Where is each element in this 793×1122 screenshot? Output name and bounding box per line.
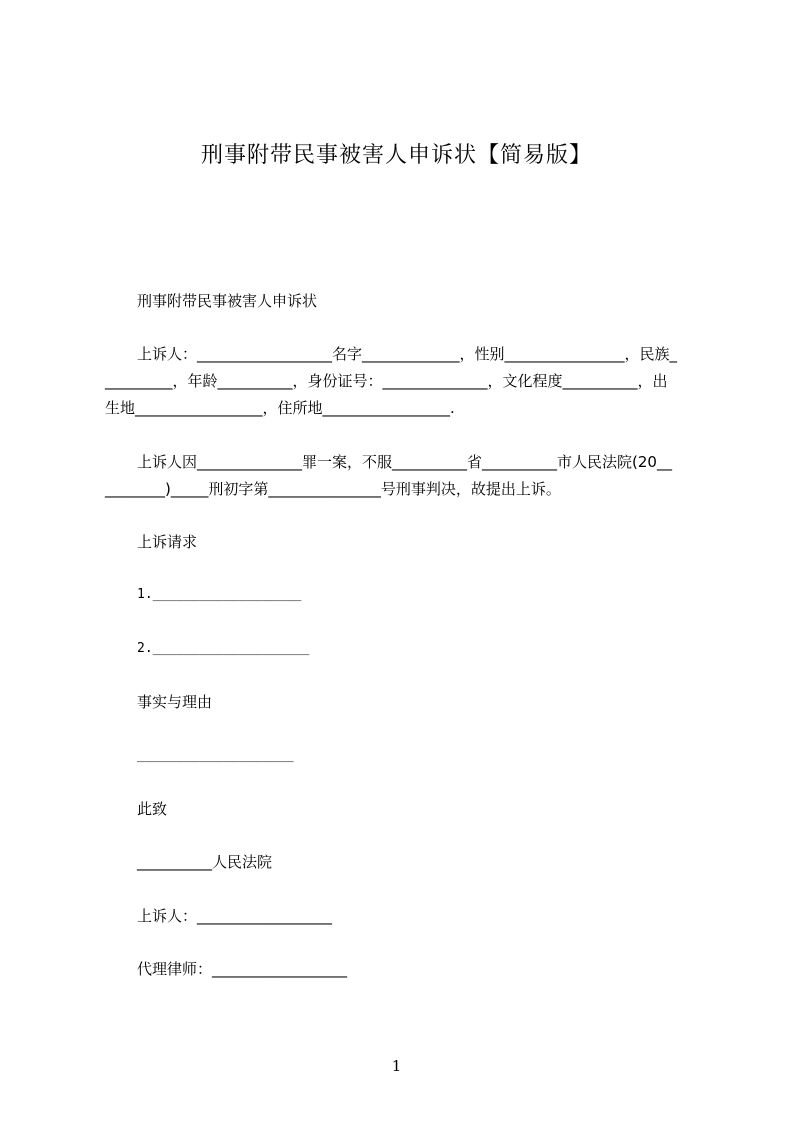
court-name: __________人民法院 <box>137 853 273 871</box>
closing-respect: 此致 <box>137 800 168 818</box>
appellant-info-line-3: 生地_________________，住所地_________________. <box>105 399 455 417</box>
facts-heading: 事实与理由 <box>137 693 213 711</box>
appeal-reason-line-1: 上诉人因______________罪一案，不服__________省__________市人民法院(20__ <box>137 453 672 471</box>
request-item-2: 2.____________________ <box>137 641 310 656</box>
agent-lawyer-signature: 代理律师：__________________ <box>137 960 348 978</box>
document-title: 刑事附带民事被害人申诉状【简易版】 <box>200 143 592 168</box>
appellant-info-line-2: _________，年龄__________，身份证号：______________，文化程度__________，出 <box>105 372 668 390</box>
document-subtitle: 刑事附带民事被害人申诉状 <box>137 292 318 310</box>
appeal-reason-line-2: ________)_____刑初字第_______________号刑事判决，故提出上诉。 <box>105 480 561 498</box>
appellant-signature: 上诉人：__________________ <box>137 907 333 925</box>
facts-blank: ____________________ <box>137 748 294 763</box>
page-number: 1 <box>391 1057 402 1075</box>
request-item-1: 1.___________________ <box>137 587 302 602</box>
appellant-info-line-1: 上诉人：__________________名字_____________，性别________________，民族_ <box>137 345 678 363</box>
requests-heading: 上诉请求 <box>137 533 198 551</box>
